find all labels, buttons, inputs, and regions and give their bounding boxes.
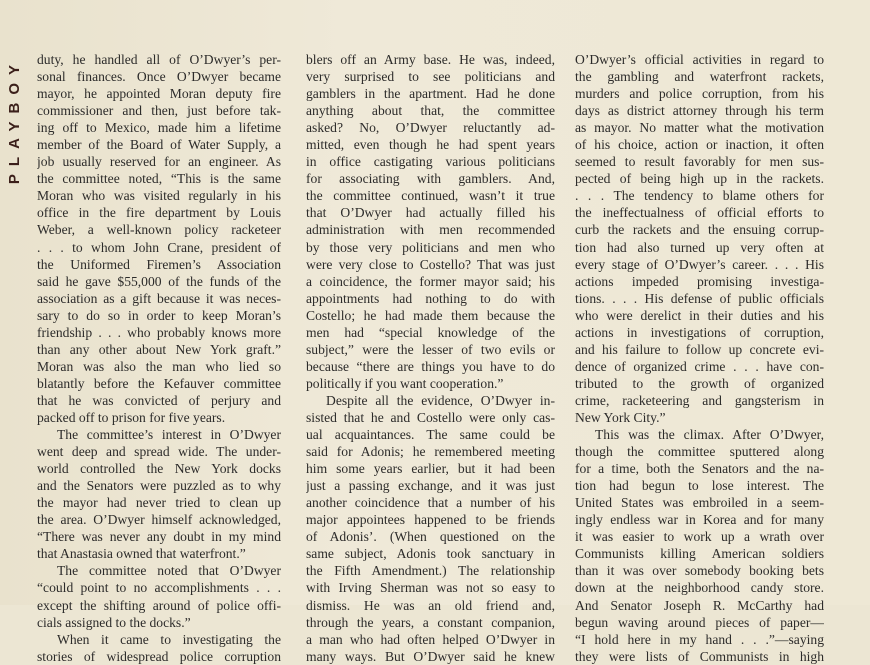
text-line: him some years earlier, but it had been: [306, 461, 555, 477]
text-line: world controlled the New York docks: [37, 461, 281, 477]
text-line: just a passing exchange, and it was just: [306, 478, 555, 494]
text-line: that O’Dwyer had actually filled his: [306, 205, 555, 221]
text-line: another coincidence that a number of his: [306, 495, 555, 511]
text-line: stories of widespread police corruption: [37, 648, 281, 664]
text-line: said he gave $55,000 of the funds of the: [37, 273, 281, 289]
text-line: Moran was also the man who lied so: [37, 358, 281, 374]
text-line: Costello; he had made them because the: [306, 307, 555, 323]
text-line: . . . to whom John Crane, president of: [37, 239, 281, 255]
text-line: tions. . . . His defense of public officials: [575, 290, 824, 306]
text-line: politically if you want cooperation.”: [306, 375, 504, 391]
text-line: except the shifting around of police offi-: [37, 597, 281, 613]
text-line: a man who had often helped O’Dwyer in: [306, 631, 555, 647]
text-line: sary to do so in order to keep Moran’s: [37, 307, 281, 323]
text-line: ingly endless war in Korea and for many: [575, 512, 824, 528]
text-line: dence of organized crime . . . have con-: [575, 358, 824, 374]
text-line: the Uniformed Firemen’s Association: [37, 256, 281, 272]
text-line: ing off to Mexico, made him a lifetime: [37, 120, 281, 136]
text-line: sisted that he and Costello were only cas-: [306, 409, 555, 425]
text-line: the committee continued, wasn’t it true: [306, 188, 555, 204]
text-line: O’Dwyer’s official activities in regard to: [575, 52, 824, 67]
text-line: the mayor had never tried to clean up: [37, 495, 281, 511]
text-line: with Irving Sherman was not so easy to: [306, 580, 555, 596]
text-line: a coincidence, the former mayor said; his: [306, 273, 555, 289]
text-line: men had “special knowledge of the: [306, 324, 555, 340]
text-line: anything about that, the committee: [306, 103, 555, 119]
text-line: down at the neighborhood candy store.: [575, 580, 824, 596]
text-line: New York City.”: [575, 409, 666, 425]
text-line: Despite all the evidence, O’Dwyer in-: [326, 392, 555, 408]
text-line: packed off to prison for five years.: [37, 409, 226, 425]
text-line: crime, racketeering and gangsterism in: [575, 392, 824, 408]
text-line: in office castigating various politicians: [306, 154, 555, 170]
running-head: [4, 45, 26, 195]
text-line: begun waving around pieces of paper—: [575, 614, 824, 630]
text-line: curb the rackets and the ensuing corrup-: [575, 222, 824, 238]
text-line: though the committee sputtered along: [575, 444, 824, 460]
text-line: Communists killing American soldiers: [575, 546, 824, 562]
text-line: the Fifth Amendment.) The relationship: [306, 563, 555, 579]
text-line: blers off an Army base. He was, indeed,: [306, 52, 555, 67]
text-line: tributed to the growth of organized: [575, 375, 824, 391]
text-column-2: [306, 51, 555, 665]
text-line: pected of being high up in the rackets.: [575, 171, 824, 187]
text-line: same subject, Adonis took sanctuary in: [306, 546, 555, 562]
text-line: Weber, a well-known policy racketeer: [37, 222, 281, 238]
text-line: major appointees happened to be friends: [306, 512, 555, 528]
text-line: mitted, even though he had spent years: [306, 137, 555, 153]
text-line: through the years, a constant companion,: [306, 614, 555, 630]
text-line: the committee noted, “This is the same: [37, 171, 281, 187]
text-line: “There was never any doubt in my mind: [37, 529, 281, 545]
text-column-3: [575, 51, 824, 665]
text-line: that he was convicted of perjury and: [37, 392, 281, 408]
text-line: member of the Board of Water Supply, a: [37, 137, 281, 153]
text-line: murders and police corruption, from his: [575, 86, 824, 102]
text-line: This was the climax. After O’Dwyer,: [595, 427, 824, 443]
text-column-1: [37, 51, 281, 665]
text-line: mayor, he appointed Moran deputy fire: [37, 86, 281, 102]
text-line: job usually reserved for an engineer. As: [37, 154, 281, 170]
text-line: office in the fire department by Louis: [37, 205, 281, 221]
text-line: tion had also turned up very often at: [575, 239, 824, 255]
text-line: dismiss. He was an old friend and,: [306, 597, 555, 613]
text-line: who were derelict in their duties and his: [575, 307, 824, 323]
text-line: days as district attorney through his term: [575, 103, 824, 119]
text-line: and his failure to follow up concrete evi-: [575, 341, 824, 357]
text-line: every stage of O’Dwyer’s career. . . . His: [575, 256, 824, 272]
text-line: seemed to result favorably for men sus-: [575, 154, 824, 170]
text-line: administration with men recommended: [306, 222, 555, 238]
text-line: of Adonis’. (When questioned on the: [306, 529, 555, 545]
text-line: the gambling and waterfront rackets,: [575, 69, 824, 85]
text-line: for a time, both the Senators and the na-: [575, 461, 824, 477]
text-line: ual acquaintances. The same could be: [306, 427, 555, 443]
text-line: United States was embroiled in a seem-: [575, 495, 824, 511]
text-line: and the Senators were puzzled as to why: [37, 478, 281, 494]
text-line: very surprised to see politicians and: [306, 69, 555, 85]
text-line: many ways. But O’Dwyer said he knew: [306, 648, 555, 664]
text-line: blatantly before the Kefauver committee: [37, 375, 281, 391]
text-line: that Anastasia owned that waterfront.”: [37, 546, 246, 562]
text-line: as mayor. No matter what the motivation: [575, 120, 824, 136]
text-line: “I hold here in my hand . . .”—saying: [575, 631, 824, 647]
text-line: sonal finances. Once O’Dwyer became: [37, 69, 281, 85]
running-head-text: PLAYBOY: [6, 56, 24, 184]
text-line: for associating with gamblers. And,: [306, 171, 555, 187]
text-line: The committee noted that O’Dwyer: [57, 563, 281, 579]
text-line: The committee’s interest in O’Dwyer: [57, 427, 281, 443]
text-line: Moran who was visited regularly in his: [37, 188, 281, 204]
text-line: said for Adonis; he remembered meeting: [306, 444, 555, 460]
text-line: . . . The tendency to blame others for: [575, 188, 824, 204]
text-line: tion had begun to lose interest. The: [575, 478, 824, 494]
text-line: When it came to investigating the: [57, 631, 281, 647]
text-line: they were lists of Communists in high: [575, 648, 824, 664]
text-line: went deep and spread wide. The under-: [37, 444, 281, 460]
text-line: friendship . . . who probably knows more: [37, 324, 281, 340]
text-line: asked? No, O’Dwyer reluctantly ad-: [306, 120, 555, 136]
text-line: because “there are things you have to do: [306, 358, 555, 374]
text-line: than any other about New York graft.”: [37, 341, 281, 357]
text-line: the ineffectualness of official efforts to: [575, 205, 824, 221]
text-line: of his choice, action or inaction, it often: [575, 137, 824, 153]
text-line: association as a gift because it was neces-: [37, 290, 281, 306]
text-line: by those very politicians and men who: [306, 239, 555, 255]
text-line: “could point to no accomplishments . . .: [37, 580, 281, 596]
text-line: subject,” were the lesser of two evils or: [306, 341, 555, 357]
text-line: commissioner and then, just before tak-: [37, 103, 281, 119]
text-line: actions in investigations of corruption,: [575, 324, 824, 340]
text-line: cials assigned to the docks.”: [37, 614, 191, 630]
text-line: actions impeded promising investiga-: [575, 273, 824, 289]
text-line: duty, he handled all of O’Dwyer’s per-: [37, 52, 281, 67]
text-line: gamblers in the apartment. Had he done: [306, 86, 555, 102]
text-line: were very close to Costello? That was just: [306, 256, 555, 272]
text-line: And Senator Joseph R. McCarthy had: [575, 597, 824, 613]
text-line: appointments had nothing to do with: [306, 290, 555, 306]
text-line: than it was over somebody booking bets: [575, 563, 824, 579]
text-line: the area. O’Dwyer himself acknowledged,: [37, 512, 281, 528]
text-line: it was easier to work up a wrath over: [575, 529, 824, 545]
